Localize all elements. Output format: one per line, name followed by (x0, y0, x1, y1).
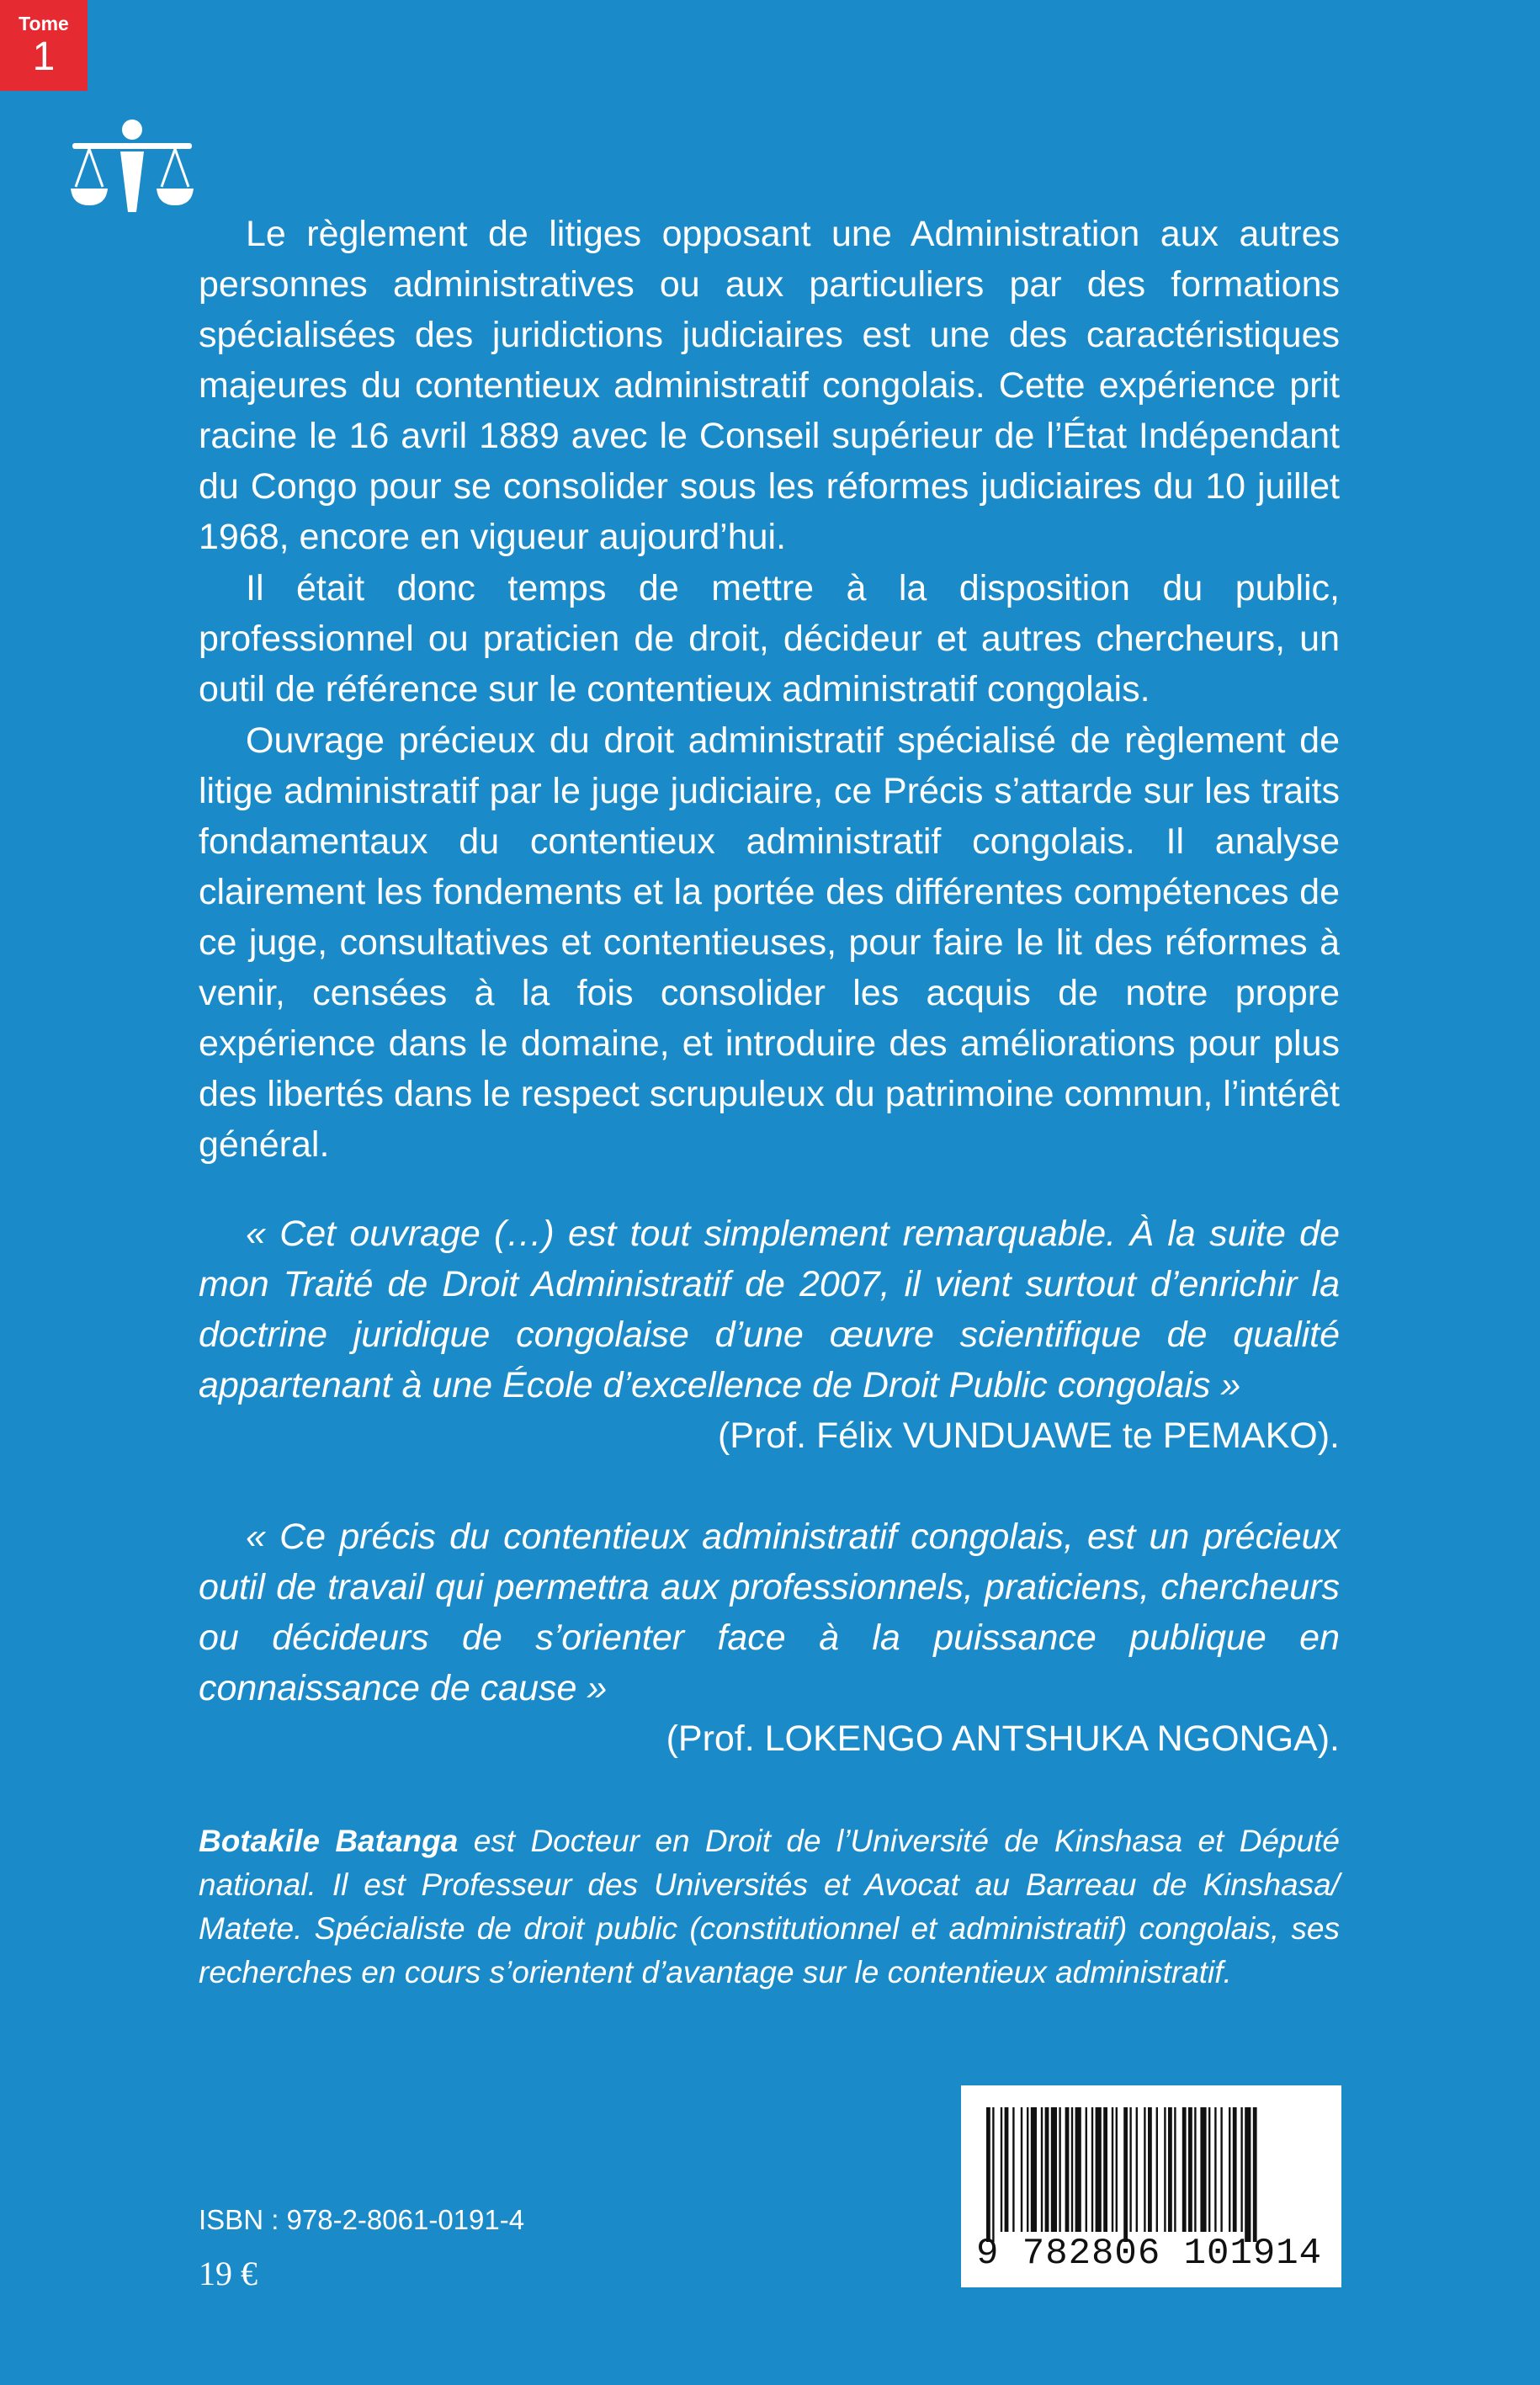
review-quote-2 (199, 1511, 1340, 1764)
scales-of-justice-icon (69, 118, 195, 215)
barcode-bar (1208, 2107, 1210, 2232)
review-quote-attribution: (Prof. LOKENGO ANTSHUKA NGONGA). (666, 1718, 1340, 1759)
barcode-bar (1253, 2107, 1257, 2242)
barcode-bar (1086, 2107, 1087, 2232)
barcode-bar (1027, 2107, 1028, 2232)
barcode-bar (986, 2107, 990, 2242)
body-paragraph-1: Le règlement de litiges opposant une Administration aux autres personnes administratives ou aux particuliers par des formations spécialisées des juridictions judiciaires est une des caractéristiques majeures du contentieux administratif congolais. Cette expérience prit racine le 16 avril 1889 avec le Conseil supérieur de l’État Indépendant du Congo pour se consolider sous les réformes judiciaires du 10 juillet 1968, encore en vigueur aujourd’hui. (199, 214, 1340, 557)
barcode-bar (1051, 2107, 1057, 2232)
barcode-bar (1071, 2107, 1073, 2232)
barcode-bar (1164, 2107, 1166, 2232)
barcode-bar (1021, 2107, 1022, 2232)
review-quote-text: « Ce précis du contentieux administratif congolais, est un précieux outil de travail qui permettra aux professionnels, praticiens, chercheurs ou décideurs de s’orienter face à la puissance publique en connaissance de cause » (199, 1517, 1340, 1708)
barcode-bar (1059, 2107, 1060, 2232)
review-quote-text: « Cet ouvrage (…) est tout simplement remarquable. À la suite de mon Traité de Droit Administratif de 2007, il vient surtout d’enrichir la doctrine juridique congolaise d’une œuvre scientifique de qualité appartenant à une École d’excellence de Droit Public congolais » (199, 1214, 1340, 1405)
barcode-bar (992, 2107, 994, 2242)
barcode-bar (1220, 2107, 1222, 2232)
barcode-bar (1096, 2107, 1102, 2232)
barcode-bar (1041, 2107, 1043, 2232)
barcode-bar (1200, 2107, 1206, 2232)
barcode-bar (1136, 2107, 1138, 2232)
barcode (961, 2085, 1341, 2287)
barcode-bar (1116, 2107, 1118, 2232)
barcode-bar (1148, 2107, 1152, 2232)
barcode-bar (1005, 2107, 1009, 2232)
barcode-bar (1103, 2107, 1107, 2232)
body-paragraph-3: Ouvrage précieux du droit administratif spécialisé de règlement de litige administratif par le juge judiciaire, ce Précis s’attarde sur les traits fondamentaux du contentieux administratif congolais. Il analyse clairement les fondements et la portée des différentes compétences de ce juge, consultatives et contentieuses, pour faire le lit des réformes à venir, censées à la fois consolider les acquis de notre propre expérience dans le domaine, et introduire des améliorations pour plus des libertés dans le respect scrupuleux du patrimoine commun, l’intérêt général. (199, 720, 1340, 1165)
barcode-bar (1001, 2107, 1002, 2232)
review-quote-1 (199, 1208, 1340, 1461)
barcode-bar (1229, 2107, 1230, 2232)
author-bio (199, 1819, 1340, 1995)
barcode-bar (1245, 2107, 1251, 2242)
author-name: Botakile Batanga (199, 1824, 459, 1858)
barcode-digits: 9 782806 101914 (976, 2233, 1323, 2275)
tome-number: 1 (32, 35, 56, 79)
isbn: ISBN : 978-2-8061-0191-4 (199, 2204, 525, 2235)
tome-badge (0, 0, 88, 91)
barcode-bar (1174, 2107, 1176, 2232)
barcode-bar (1233, 2107, 1237, 2232)
barcode-bar (1129, 2107, 1131, 2232)
barcode-bar (1214, 2107, 1216, 2232)
barcode-bar (1182, 2107, 1187, 2232)
barcode-bar (1012, 2107, 1014, 2232)
barcode-bar (1031, 2107, 1037, 2232)
barcode-bar (1065, 2107, 1070, 2232)
price: 19 € (199, 2255, 258, 2292)
barcode-bar (1091, 2107, 1093, 2232)
back-cover-text (199, 209, 1340, 1764)
barcode-bar (1144, 2107, 1145, 2232)
body-paragraph-2: Il était donc temps de mettre à la disposition du public, professionnel ou praticien de droit, décideur et autres chercheurs, un outil de référence sur le contentieux administratif congolais. (199, 568, 1340, 709)
author-bio-text: est Docteur en Droit de l’Université de Kinshasa et Député national. Il est Professeur des Universités et Avocat au Barreau de Kinshasa/ Matete. Spécialiste de droit public (constitutionnel et administratif) congolais, ses recherches en cours s’orientent d’avantage sur le contentieux administratif. (199, 1824, 1340, 1989)
barcode-bar (1156, 2107, 1158, 2232)
barcode-bar (1123, 2107, 1128, 2242)
barcode-bar (1188, 2107, 1192, 2232)
barcode-bar (1240, 2107, 1242, 2232)
barcode-bar (1194, 2107, 1196, 2232)
barcode-bar (1112, 2107, 1113, 2232)
review-quote-attribution: (Prof. Félix VUNDUAWE te PEMAKO). (717, 1416, 1340, 1456)
tome-label: Tome (19, 13, 69, 35)
barcode-bar (1045, 2107, 1049, 2232)
barcode-bar (1075, 2107, 1081, 2232)
barcode-bar (1168, 2107, 1172, 2232)
